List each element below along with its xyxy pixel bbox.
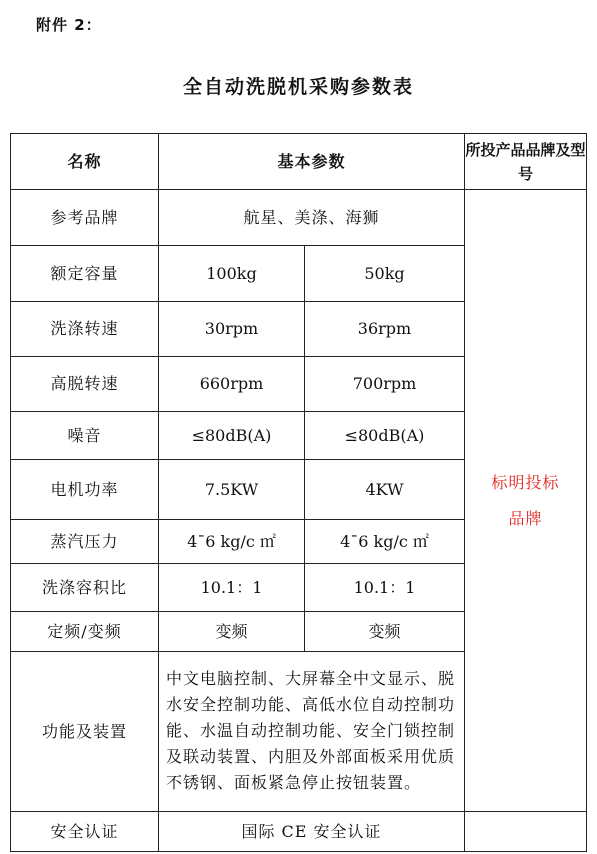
value-b: 4ˉ6 kg/c ㎡ xyxy=(305,520,465,564)
value-a: 100kg xyxy=(159,246,305,302)
row-label: 参考品牌 xyxy=(11,190,159,246)
row-label: 高脱转速 xyxy=(11,357,159,412)
value-b: 50kg xyxy=(305,246,465,302)
value-a: 4ˉ6 kg/c ㎡ xyxy=(159,520,305,564)
header-name: 名称 xyxy=(11,134,159,190)
value-b: 4KW xyxy=(305,460,465,520)
value-b: 10.1：1 xyxy=(305,564,465,612)
reference-brand-value: 航星、美涤、海狮 xyxy=(159,190,465,246)
value-a: 660rpm xyxy=(159,357,305,412)
row-label: 安全认证 xyxy=(11,812,159,852)
value-a: ≤80dB(A) xyxy=(159,412,305,460)
value-b: ≤80dB(A) xyxy=(305,412,465,460)
row-label: 功能及装置 xyxy=(11,652,159,812)
row-label: 额定容量 xyxy=(11,246,159,302)
table-header-row xyxy=(11,134,587,190)
header-params: 基本参数 xyxy=(159,134,465,190)
value-a: 30rpm xyxy=(159,302,305,357)
certification-value: 国际 CE 安全认证 xyxy=(159,812,465,852)
value-b: 700rpm xyxy=(305,357,465,412)
row-label: 噪音 xyxy=(11,412,159,460)
functions-value: 中文电脑控制、大屏幕全中文显示、脱水安全控制功能、高低水位自动控制功能、水温自动控制功能、安全门锁控制及联动装置、内胆及外部面板采用优质不锈钢、面板紧急停止按钮装置。 xyxy=(159,652,465,812)
brand-note-text: 标明投标品牌 xyxy=(491,472,560,528)
row-label: 洗涤容积比 xyxy=(11,564,159,612)
table-row xyxy=(11,190,587,246)
row-label: 定频/变频 xyxy=(11,612,159,652)
value-b: 变频 xyxy=(305,612,465,652)
header-brand-model: 所投产品品牌及型号 xyxy=(465,134,587,190)
page-title: 全自动洗脱机采购参数表 xyxy=(182,76,414,98)
attachment-label: 附件 2： xyxy=(36,16,102,34)
value-a: 10.1：1 xyxy=(159,564,305,612)
value-b: 36rpm xyxy=(305,302,465,357)
brand-note xyxy=(465,190,587,812)
spec-table xyxy=(10,133,587,852)
row-label: 蒸汽压力 xyxy=(11,520,159,564)
value-a: 7.5KW xyxy=(159,460,305,520)
value-a: 变频 xyxy=(159,612,305,652)
row-label: 电机功率 xyxy=(11,460,159,520)
row-label: 洗涤转速 xyxy=(11,302,159,357)
certification-brand-cell xyxy=(465,812,587,852)
table-row-certification xyxy=(11,812,587,852)
